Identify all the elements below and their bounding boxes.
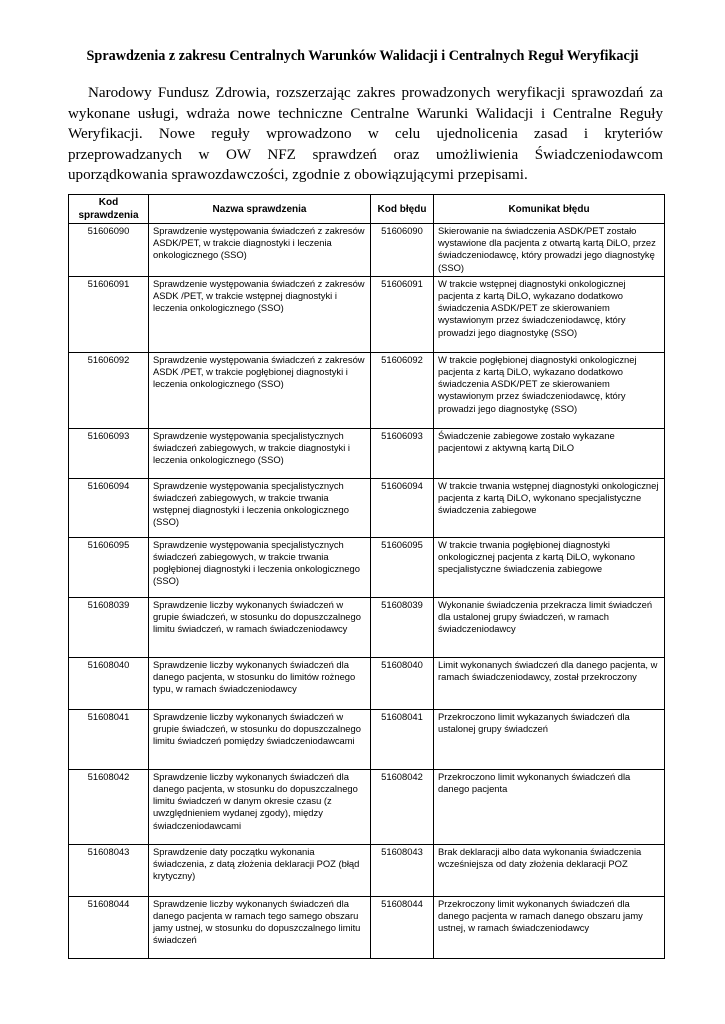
table-row [69, 478, 665, 537]
error-code-cell: 51606094 [371, 478, 434, 537]
check-code-cell: 51608042 [69, 769, 149, 844]
error-message-cell: W trakcie wstępnej diagnostyki onkologicznej pacjenta z kartą DiLO, wykazano dodatkowo świadczenia ASDK/PET ze skierowaniem wystawionym przez świadczeniodawcę, który prowadzi jego diagnostykę (SSO) [434, 276, 665, 352]
check-code-cell: 51608039 [69, 597, 149, 657]
error-message-cell: Przekroczono limit wykonanych świadczeń dla danego pacjenta [434, 769, 665, 844]
error-code-cell: 51606093 [371, 428, 434, 478]
check-name-cell: Sprawdzenie liczby wykonanych świadczeń dla danego pacjenta, w stosunku do dopuszczalnego limitu świadczeń w danym okresie czasu (z uwzględnieniem wydanej zgody), między świadczeniodawcami [149, 769, 371, 844]
table-row [69, 657, 665, 709]
check-name-cell: Sprawdzenie występowania świadczeń z zakresów ASDK /PET, w trakcie wstępnej diagnostyki i leczenia onkologicznego (SSO) [149, 276, 371, 352]
error-message-cell: Limit wykonanych świadczeń dla danego pacjenta, w ramach świadczeniodawcy, został przekroczony [434, 657, 665, 709]
table-row [69, 896, 665, 958]
error-code-cell: 51608041 [371, 709, 434, 769]
table-row [69, 428, 665, 478]
error-message-cell: Brak deklaracji albo data wykonania świadczenia wcześniejsza od daty złożenia deklaracji POZ [434, 844, 665, 896]
header-error-code: Kod błędu [371, 195, 434, 224]
error-code-cell: 51606090 [371, 224, 434, 277]
check-name-cell: Sprawdzenie liczby wykonanych świadczeń dla danego pacjenta, w stosunku do limitów rożnego typu, w ramach świadczeniodawcy [149, 657, 371, 709]
error-message-cell: W trakcie trwania wstępnej diagnostyki onkologicznej pacjenta z kartą DiLO, wykonano specjalistyczne świadczenia zabiegowe [434, 478, 665, 537]
header-check-code: Kod sprawdzenia [69, 195, 149, 224]
error-message-cell: W trakcie pogłębionej diagnostyki onkologicznej pacjenta z kartą DiLO, wykazano dodatkowo świadczenia ASDK/PET ze skierowaniem wystawionym przez świadczeniodawcę, który prowadzi jego diagnostykę (SSO) [434, 352, 665, 428]
header-check-name: Nazwa sprawdzenia [149, 195, 371, 224]
table-row [69, 276, 665, 352]
error-message-cell: W trakcie trwania pogłębionej diagnostyki onkologicznej pacjenta z kartą DiLO, wykonano specjalistyczne świadczenia zabiegowe [434, 537, 665, 597]
check-code-cell: 51608043 [69, 844, 149, 896]
error-message-cell: Skierowanie na świadczenia ASDK/PET zostało wystawione dla pacjenta z otwartą kartą DiLO, przez świadczeniodawcę, który prowadzi jego diagnostykę (SSO) [434, 224, 665, 277]
check-code-cell: 51606090 [69, 224, 149, 277]
check-name-cell: Sprawdzenie występowania specjalistycznych świadczeń zabiegowych, w trakcie trwania wstępnej diagnostyki i leczenia onkologicznego (SSO) [149, 478, 371, 537]
check-name-cell: Sprawdzenie występowania specjalistycznych świadczeń zabiegowych, w trakcie trwania pogłębionej diagnostyki i leczenia onkologicznego (SSO) [149, 537, 371, 597]
error-message-cell: Świadczenie zabiegowe zostało wykazane pacjentowi z aktywną kartą DiLO [434, 428, 665, 478]
check-name-cell: Sprawdzenie występowania specjalistycznych świadczeń zabiegowych, w trakcie diagnostyki i leczenia onkologicznego (SSO) [149, 428, 371, 478]
table-row [69, 224, 665, 277]
validation-checks-table [68, 194, 665, 959]
error-code-cell: 51608040 [371, 657, 434, 709]
document-title: Sprawdzenia z zakresu Centralnych Warunków Walidacji i Centralnych Reguł Weryfikacji [86, 48, 639, 64]
error-code-cell: 51606092 [371, 352, 434, 428]
check-code-cell: 51606095 [69, 537, 149, 597]
error-code-cell: 51606091 [371, 276, 434, 352]
check-name-cell: Sprawdzenie występowania świadczeń z zakresów ASDK/PET, w trakcie diagnostyki i leczenia onkologicznego (SSO) [149, 224, 371, 277]
table-row [69, 352, 665, 428]
check-code-cell: 51606094 [69, 478, 149, 537]
table-row [69, 597, 665, 657]
check-code-cell: 51608041 [69, 709, 149, 769]
table-row [69, 709, 665, 769]
check-code-cell: 51606091 [69, 276, 149, 352]
check-name-cell: Sprawdzenie liczby wykonanych świadczeń w grupie świadczeń, w stosunku do dopuszczalnego limitu świadczeń, w ramach świadczeniodawcy [149, 597, 371, 657]
check-name-cell: Sprawdzenie liczby wykonanych świadczeń dla danego pacjenta w ramach tego samego obszaru jamy ustnej, w stosunku do dopuszczalnego limitu świadczeń [149, 896, 371, 958]
header-error-message: Komunikat błędu [434, 195, 665, 224]
error-code-cell: 51606095 [371, 537, 434, 597]
error-message-cell: Przekroczono limit wykazanych świadczeń dla ustalonej grupy świadczeń [434, 709, 665, 769]
check-code-cell: 51608040 [69, 657, 149, 709]
error-code-cell: 51608039 [371, 597, 434, 657]
table-row [69, 769, 665, 844]
error-code-cell: 51608043 [371, 844, 434, 896]
table-header-row [69, 195, 665, 224]
check-code-cell: 51606092 [69, 352, 149, 428]
check-code-cell: 51606093 [69, 428, 149, 478]
error-code-cell: 51608042 [371, 769, 434, 844]
intro-paragraph: Narodowy Fundusz Zdrowia, rozszerzając zakres prowadzonych weryfikacji sprawozdań za wykonane usługi, wdraża nowe techniczne Centralne Warunki Walidacji i Centralne Reguły Weryfikacji. Nowe reguły wprowadzono w celu ujednolicenia zasad i kryteriów przeprowadzanych w OW NFZ sprawdzeń oraz umożliwienia Świadczeniodawcom uporządkowania sprawozdawczości, zgodnie z obowiązującymi przepisami. [68, 85, 663, 184]
check-name-cell: Sprawdzenie liczby wykonanych świadczeń w grupie świadczeń, w stosunku do dopuszczalnego limitu świadczeń pomiędzy świadczeniodawcami [149, 709, 371, 769]
error-message-cell: Wykonanie świadczenia przekracza limit świadczeń dla ustalonej grupy świadczeń, w ramach świadczeniodawcy [434, 597, 665, 657]
table-row [69, 537, 665, 597]
error-code-cell: 51608044 [371, 896, 434, 958]
check-name-cell: Sprawdzenie daty początku wykonania świadczenia, z datą złożenia deklaracji POZ (błąd krytyczny) [149, 844, 371, 896]
check-name-cell: Sprawdzenie występowania świadczeń z zakresów ASDK /PET, w trakcie pogłębionej diagnostyki i leczenia onkologicznego (SSO) [149, 352, 371, 428]
table-row [69, 844, 665, 896]
check-code-cell: 51608044 [69, 896, 149, 958]
error-message-cell: Przekroczony limit wykonanych świadczeń dla danego pacjenta w ramach danego obszaru jamy ustnej, w ramach świadczeniodawcy [434, 896, 665, 958]
